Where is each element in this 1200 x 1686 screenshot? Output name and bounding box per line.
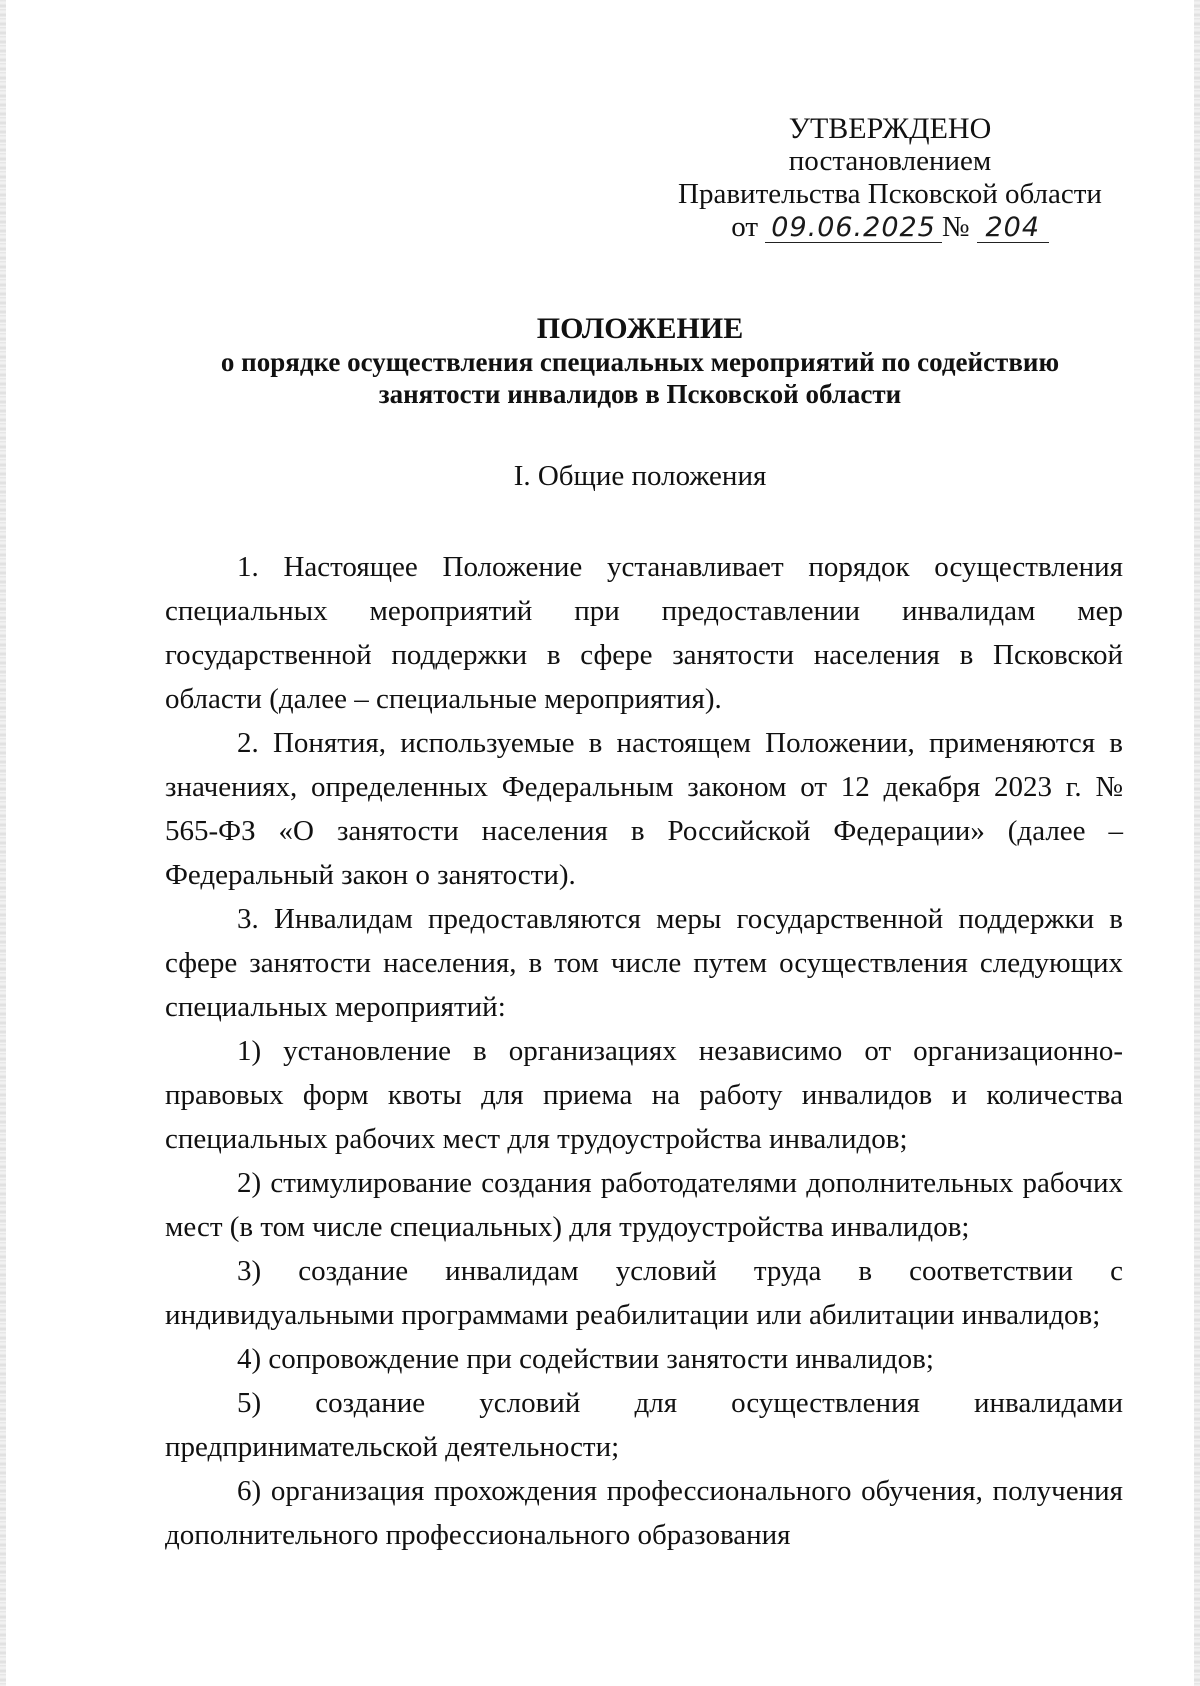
paragraph: 3. Инвалидам предоставляются меры государственной поддержки в сфере занятости населения, в том числе путем осуществления следующих специальных мероприятий: — [165, 903, 1123, 1023]
section-heading: I. Общие положения — [513, 460, 767, 492]
number-sign: № — [941, 211, 970, 243]
approval-stamp-block — [640, 112, 1140, 244]
list-item: 6) организация прохождения профессионального обучения, получения дополнительного профессионального образования — [165, 1475, 1123, 1551]
approved-label: УТВЕРЖДЕНО — [788, 112, 992, 145]
document-body — [165, 545, 1123, 1557]
paragraph: 1. Настоящее Положение устанавливает порядок осуществления специальных мероприятий при предоставлении инвалидам мер государственной поддержки в сфере занятости населения в Псковской области (далее – специальные мероприятия). — [165, 551, 1123, 715]
scan-edge-right — [1194, 0, 1200, 1686]
list-item: 2) стимулирование создания работодателями дополнительных рабочих мест (в том числе специальных) для трудоустройства инвалидов; — [165, 1167, 1123, 1243]
document-subtitle-line-1: о порядке осуществления специальных мероприятий по содействию — [220, 347, 1060, 377]
approving-authority: Правительства Псковской области — [678, 178, 1102, 210]
list-item: 4) сопровождение при содействии занятости инвалидов; — [237, 1343, 934, 1375]
document-title: ПОЛОЖЕНИЕ — [536, 312, 744, 345]
document-subtitle-line-2: занятости инвалидов в Псковской области — [378, 379, 902, 409]
list-item: 1) установление в организациях независимо от организационно-правовых форм квоты для приема на работу инвалидов и количества специальных рабочих мест для трудоустройства инвалидов; — [165, 1035, 1123, 1155]
date-prefix: от — [731, 211, 759, 243]
handwritten-number: 204 — [977, 214, 1049, 243]
list-item: 3) создание инвалидам условий труда в соответствии с индивидуальными программами реабилитации или абилитации инвалидов; — [165, 1255, 1123, 1331]
approval-date-line — [640, 211, 1140, 244]
handwritten-date: 09.06.2025 — [765, 214, 942, 243]
list-item: 5) создание условий для осуществления инвалидами предпринимательской деятельности; — [165, 1387, 1123, 1463]
scan-edge-left — [0, 0, 6, 1686]
document-title-block — [160, 312, 1120, 410]
paragraph: 2. Понятия, используемые в настоящем Положении, применяются в значениях, определенных Федеральным законом от 12 декабря 2023 г. № 565-ФЗ «О занятости населения в Российской Федерации» (далее – Федеральный закон о занятости). — [165, 727, 1123, 891]
approved-by-line: постановлением — [788, 145, 992, 177]
